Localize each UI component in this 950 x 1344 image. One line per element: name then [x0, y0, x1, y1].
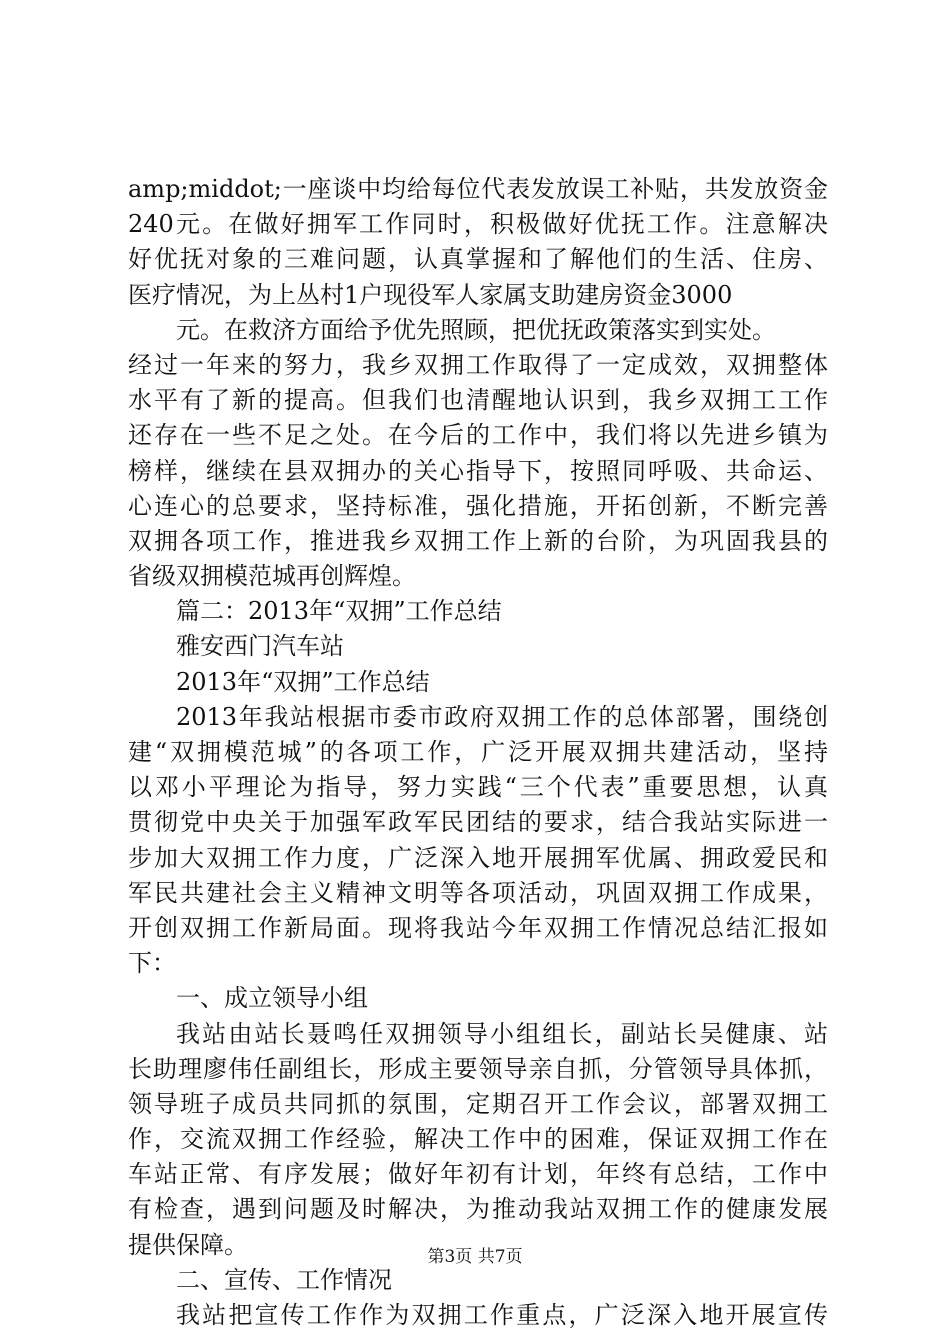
text-line-28: 作，交流双拥工作经验，解决工作中的困难，保证双拥工作在 [128, 1125, 828, 1154]
text-line-4: 医疗情况，为上丛村1户现役军人家属支助建房资金3000 [128, 280, 733, 309]
text-line-30: 有检查，遇到问题及时解决，为推动我站双拥工作的健康发展 [128, 1195, 828, 1224]
text-line-6: 经过一年来的努力，我乡双拥工作取得了一定成效，双拥整体 [128, 350, 828, 379]
text-line-25: 我站由站长聂鸣任双拥领导小组组长，副站长吴健康、站 [176, 1019, 828, 1048]
text-line-18: 以邓小平理论为指导，努力实践“三个代表”重要思想，认真 [128, 773, 828, 802]
text-line-5: 元。在救济方面给予优先照顾，把优抚政策落实到实处。 [176, 315, 776, 344]
section-heading: 篇二：2013年“双拥”工作总结 [176, 597, 502, 626]
text-line-27: 领导班子成员共同抓的氛围，定期召开工作会议，部署双拥工 [128, 1089, 828, 1118]
subsection-heading-2: 二、宣传、工作情况 [176, 1265, 392, 1294]
text-line-22: 开创双拥工作新局面。现将我站今年双拥工作情况总结汇报如 [128, 913, 828, 942]
text-line-1: amp;middot;一座谈中均给每位代表发放误工补贴，共发放资金 [128, 175, 828, 203]
page-footer: 第3页 共7页 [427, 1247, 523, 1267]
text-line-10: 心连心的总要求，坚持标准，强化措施，开拓创新，不断完善 [128, 491, 828, 520]
document-title: 2013年“双拥”工作总结 [176, 667, 430, 696]
organization-name: 雅安西门汽车站 [176, 632, 344, 661]
text-line-9: 榜样，继续在县双拥办的关心指导下，按照同呼吸、共命运、 [128, 456, 828, 485]
text-line-19: 贯彻党中央关于加强军政军民团结的要求，结合我站实际进一 [128, 808, 828, 837]
document-body [128, 172, 828, 1333]
text-line-20: 步加大双拥工作力度，广泛深入地开展拥军优属、拥政爱民和 [128, 843, 828, 872]
text-line-26: 长助理廖伟任副组长，形成主要领导亲自抓，分管领导具体抓， [128, 1054, 828, 1083]
text-line-29: 车站正常、有序发展；做好年初有计划，年终有总结，工作中 [128, 1160, 828, 1189]
text-line-23: 下： [128, 949, 176, 978]
subsection-heading-1: 一、成立领导小组 [176, 984, 368, 1013]
text-line-2: 240元。在做好拥军工作同时，积极做好优抚工作。注意解决 [128, 210, 828, 239]
text-line-8: 还存在一些不足之处。在今后的工作中，我们将以先进乡镇为 [128, 421, 828, 450]
text-line-11: 双拥各项工作，推进我乡双拥工作上新的台阶，为巩固我县的 [128, 526, 828, 555]
text-line-16: 2013年我站根据市委市政府双拥工作的总体部署，围绕创 [176, 702, 828, 731]
text-line-17: 建“双拥模范城”的各项工作，广泛开展双拥共建活动，坚持 [128, 738, 828, 766]
text-line-33: 我站把宣传工作作为双拥工作重点，广泛深入地开展宣传 [176, 1301, 828, 1329]
text-line-31: 提供保障。 [128, 1230, 248, 1259]
text-line-21: 军民共建社会主义精神文明等各项活动，巩固双拥工作成果， [128, 878, 828, 907]
text-line-3: 好优抚对象的三难问题，认真掌握和了解他们的生活、住房、 [128, 245, 828, 274]
text-line-12: 省级双拥模范城再创辉煌。 [128, 562, 416, 591]
text-line-7: 水平有了新的提高。但我们也清醒地认识到，我乡双拥工工作 [128, 386, 828, 415]
